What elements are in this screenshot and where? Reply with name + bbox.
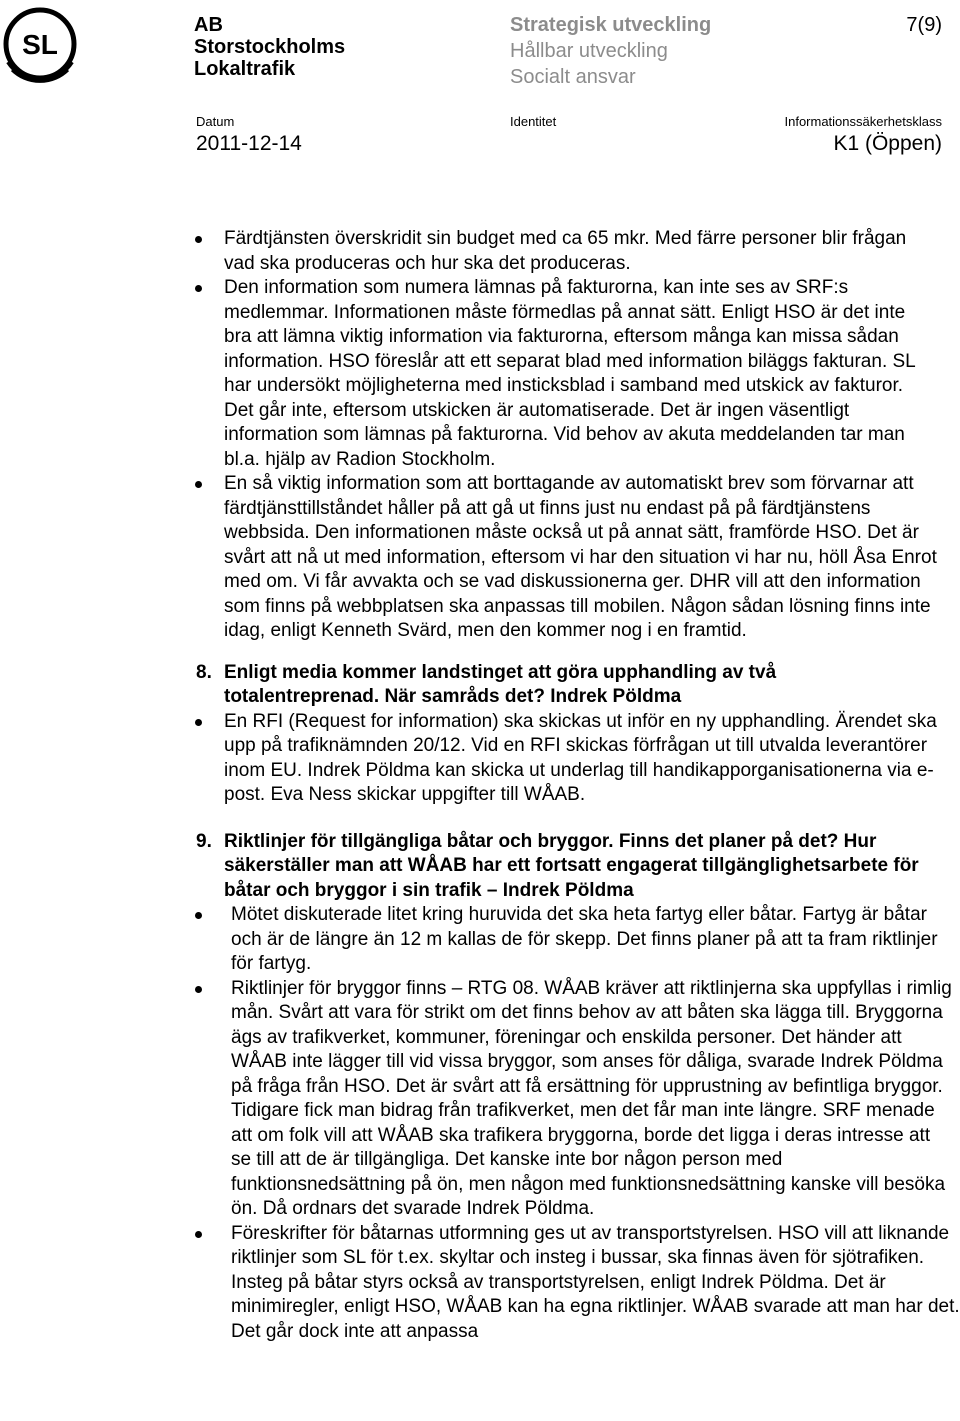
bullet-dot bbox=[195, 1231, 202, 1238]
bullet-dot bbox=[195, 986, 202, 993]
section-8-list bbox=[0, 710, 960, 808]
section-number: 8. bbox=[196, 661, 212, 683]
list-item: Den information som numera lämnas på fakturorna, kan inte ses av SRF:s medlemmar. Informationen måste förmedlas på annat sätt. Enligt HSO är det inte bra att lämna viktig information via fakturorna, eftersom många kan missa sådan information. HSO föreslår att ett separat blad med information biläggs fakturan. SL har undersökt möjligheterna med insticksblad i samband med utskick av fakturor. Det går inte, eftersom utskicken är automatiserade. Det är ingen väsentligt information som lämnas på fakturorna. Vid behov av akuta meddelanden tar man bl.a. hjälp av Radion Stockholm. bbox=[0, 276, 960, 472]
classification-label: Informationssäkerhetsklass bbox=[784, 114, 942, 129]
sl-logo bbox=[0, 4, 80, 84]
intro-list bbox=[0, 227, 960, 644]
list-item: Mötet diskuterade litet kring huruvida det ska heta fartyg eller båtar. Fartyg är båtar och är de längre än 12 m kallas de för skepp. Det finns planer på att ta fram riktlinjer för fartyg. bbox=[0, 903, 960, 977]
section-8-heading: 8. Enligt media kommer landstinget att göra upphandling av två totalentreprenad. När samråds det? Indrek Pöldma bbox=[196, 661, 777, 707]
date-label: Datum bbox=[196, 114, 235, 129]
list-item: Färdtjänsten överskridit sin budget med ca 65 mkr. Med färre personer blir frågan vad ska produceras och hur ska det produceras. bbox=[0, 227, 960, 276]
bullet-dot bbox=[195, 481, 202, 488]
list-item: Föreskrifter för båtarnas utformning ges ut av transportstyrelsen. HSO vill att liknande riktlinjer som SL för t.ex. skyltar och insteg i bussar, ska finnas även för sjötrafiken. Insteg på båtar styrs också av transportstyrelsen, enligt Indrek Pöldma. Det är minimiregler, enligt HSO, WÅAB kan ha egna riktlinjer. WÅAB svarade att man har det. Det går dock inte att anpassa bbox=[0, 1222, 960, 1345]
page-number: 7(9) bbox=[906, 14, 942, 36]
section-9-list bbox=[0, 903, 960, 1344]
classification-value: K1 (Öppen) bbox=[833, 132, 942, 155]
bullet-dot bbox=[195, 719, 202, 726]
identity-label: Identitet bbox=[510, 114, 557, 129]
list-item: Riktlinjer för bryggor finns – RTG 08. WÅAB kräver att riktlinjerna ska uppfyllas i rimlig mån. Svårt att vara för strikt om det finns behov av att båten ska lägga till. Bryggorna ägs av trafikverket, kommuner, föreningar och enskilda personer. Det händer att WÅAB inte lägger till vid vissa bryggor, som anses för dåliga, svarade Indrek Pöldma på fråga från HSO. Det är svårt att få ersättning för upprustning av befintliga bryggor. Tidigare fick man bidrag från trafikverket, men det får man inte längre. SRF menade att om folk vill att WÅAB ska trafikera bryggorna, borde det ligga i deras intresse att se till att de är tillgängliga. Det kanske inte bor någon person med funktionsnedsättning på ön, men någon med funktionsnedsättning kanske vill besöka ön. Då ordnars det svarade Indrek Pöldma. bbox=[0, 977, 960, 1222]
document-body bbox=[0, 227, 960, 1344]
bullet-dot bbox=[195, 236, 202, 243]
section-9-heading: 9. Riktlinjer för tillgängliga båtar och bryggor. Finns det planer på det? Hur säkerställer man att WÅAB har ett fortsatt engagerat tillgänglighetsarbete för båtar och bryggor i sin trafik – Indrek Pöldma bbox=[196, 830, 919, 901]
list-item: En RFI (Request for information) ska skickas ut inför en ny upphandling. Ärendet ska upp på trafiknämnden 20/12. Vid en RFI skickas förfrågan ut till utvalda leverantörer inom EU. Indrek Pöldma kan skicka ut underlag till handikapporganisationerna via e-post. Eva Ness skickar uppgifter till WÅAB. bbox=[0, 710, 960, 808]
svg-text:SL: SL bbox=[22, 29, 58, 60]
company-name: AB Storstockholms Lokaltrafik bbox=[194, 14, 346, 80]
date-value: 2011-12-14 bbox=[196, 132, 302, 155]
bullet-dot bbox=[195, 285, 202, 292]
bullet-dot bbox=[195, 912, 202, 919]
section-number: 9. bbox=[196, 830, 212, 852]
department-block: Strategisk utveckling Hållbar utveckling Socialt ansvar bbox=[510, 14, 712, 88]
list-item: En så viktig information som att borttagande av automatiskt brev som förvarnar att färdtjänsttillståndet håller på att gå ut finns just nu endast på på färdtjänstens webbsida. Den informationen måste också ut på annat sätt, framförde HSO. Det är svårt att nå ut med information, eftersom vi har den situation vi har nu, höll Åsa Enrot med om. Vi får avvakta och se vad diskussionerna ger. DHR vill att den information som finns på webbplatsen ska anpassas till mobilen. Någon sådan lösning finns inte idag, enligt Kenneth Svärd, men den kommer nog i en framtid. bbox=[0, 472, 960, 644]
